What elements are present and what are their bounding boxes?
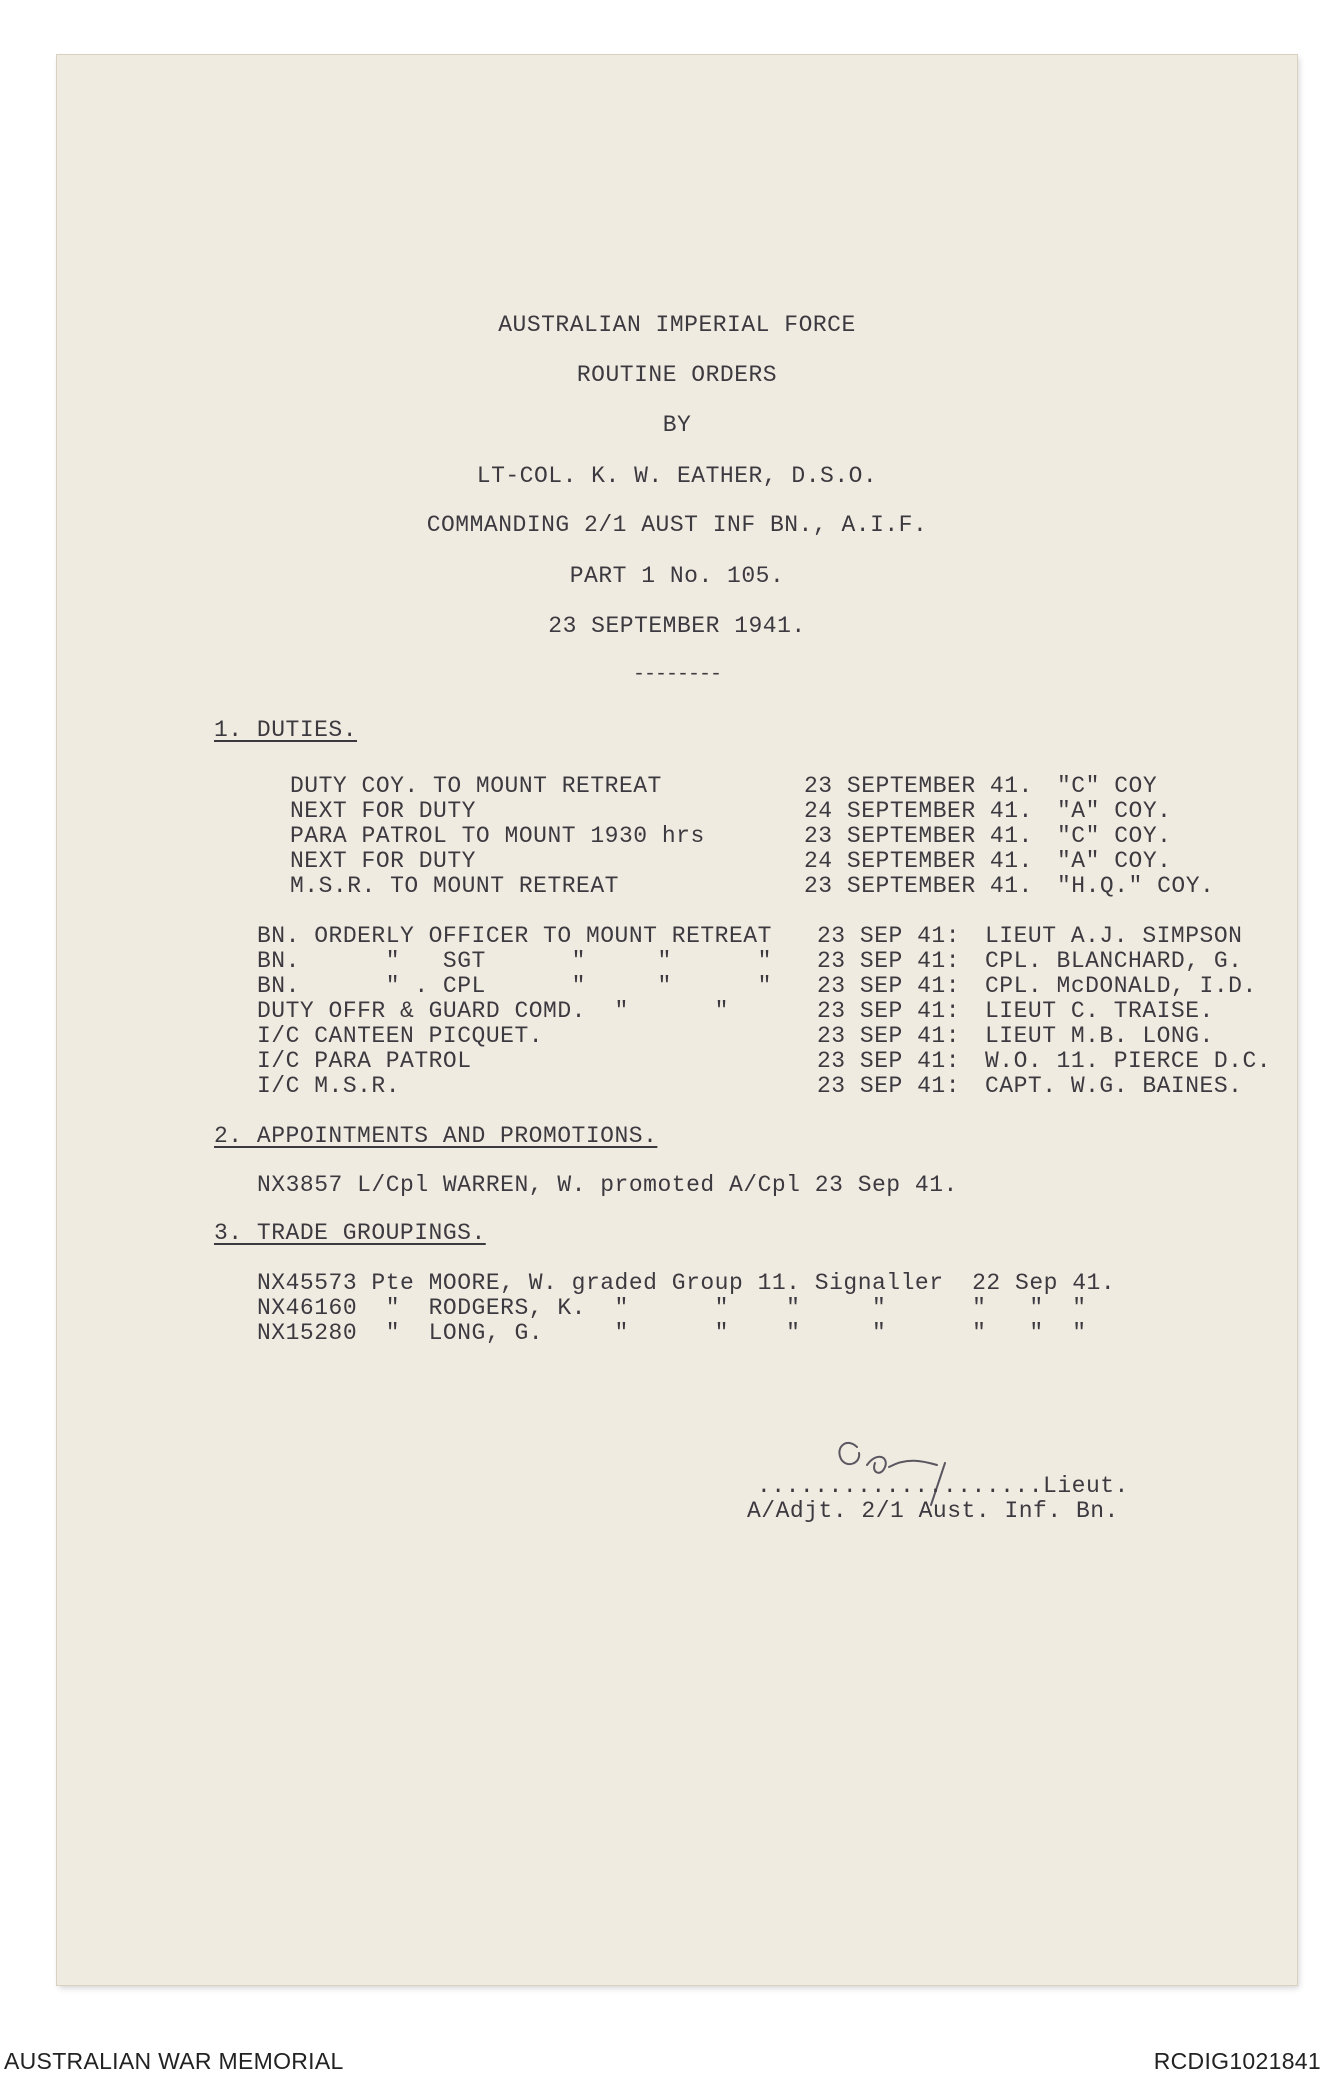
duty-row-1-unit: "C" COY (1057, 773, 1158, 799)
footer-record-id: RCDIG1021841 (1153, 2048, 1321, 2074)
duty-row-5-unit: "H.Q." COY. (1057, 873, 1215, 899)
officer-row-3-date: 23 SEP 41: (817, 973, 961, 999)
duty-row-3-unit: "C" COY. (1057, 823, 1172, 849)
officer-row-6-person: W.O. 11. PIERCE D.C. (985, 1048, 1272, 1074)
section-heading-appointments: 2. APPOINTMENTS AND PROMOTIONS. (214, 1123, 658, 1149)
officer-row-5-person: LIEUT M.B. LONG. (985, 1023, 1214, 1049)
officer-row-3-duty: BN. " . CPL " " " (257, 973, 772, 999)
duty-row-3-duty: PARA PATROL TO MOUNT 1930 hrs (290, 823, 705, 849)
duty-row-4-unit: "A" COY. (1057, 848, 1172, 874)
section-heading-trade-groupings: 3. TRADE GROUPINGS. (214, 1220, 486, 1246)
officer-row-1-date: 23 SEP 41: (817, 923, 961, 949)
document-page (57, 55, 1297, 1985)
officer-row-7-duty: I/C M.S.R. (257, 1073, 401, 1099)
appointment-line: NX3857 L/Cpl WARREN, W. promoted A/Cpl 23 Sep 41. (257, 1172, 958, 1198)
officer-row-2-date: 23 SEP 41: (817, 948, 961, 974)
officer-row-1-person: LIEUT A.J. SIMPSON (985, 923, 1243, 949)
signature-title: A/Adjt. 2/1 Aust. Inf. Bn. (747, 1498, 1119, 1524)
officer-row-5-duty: I/C CANTEEN PICQUET. (257, 1023, 544, 1049)
duty-row-5-duty: M.S.R. TO MOUNT RETREAT (290, 873, 619, 899)
header-line-4: LT-COL. K. W. EATHER, D.S.O. (476, 463, 878, 489)
header-line-6: PART 1 No. 105. (569, 563, 785, 589)
footer-archive-name: AUSTRALIAN WAR MEMORIAL (4, 2048, 344, 2074)
header-line-5: COMMANDING 2/1 AUST INF BN., A.I.F. (426, 512, 928, 538)
officer-row-6-duty: I/C PARA PATROL (257, 1048, 472, 1074)
officer-row-1-duty: BN. ORDERLY OFFICER TO MOUNT RETREAT (257, 923, 772, 949)
officer-row-2-duty: BN. " SGT " " " (257, 948, 772, 974)
duty-row-4-date: 24 SEPTEMBER 41. (804, 848, 1033, 874)
duty-row-5-date: 23 SEPTEMBER 41. (804, 873, 1033, 899)
trade-row-1: NX45573 Pte MOORE, W. graded Group 11. Signaller 22 Sep 41. (257, 1270, 1116, 1296)
section-heading-duties: 1. DUTIES. (214, 717, 358, 743)
duty-row-2-duty: NEXT FOR DUTY (290, 798, 476, 824)
header-line-3: BY (662, 412, 692, 438)
officer-row-4-duty: DUTY OFFR & GUARD COMD. " " (257, 998, 729, 1024)
officer-row-3-person: CPL. McDONALD, I.D. (985, 973, 1257, 999)
trade-row-3: NX15280 " LONG, G. " " " " " " " (257, 1320, 1087, 1346)
header-line-1: AUSTRALIAN IMPERIAL FORCE (498, 312, 856, 338)
header-divider: -------- (632, 663, 721, 686)
officer-row-6-date: 23 SEP 41: (817, 1048, 961, 1074)
officer-row-7-date: 23 SEP 41: (817, 1073, 961, 1099)
officer-row-2-person: CPL. BLANCHARD, G. (985, 948, 1243, 974)
duty-row-4-duty: NEXT FOR DUTY (290, 848, 476, 874)
officer-row-4-person: LIEUT C. TRAISE. (985, 998, 1214, 1024)
duty-row-2-unit: "A" COY. (1057, 798, 1172, 824)
duty-row-3-date: 23 SEPTEMBER 41. (804, 823, 1033, 849)
officer-row-5-date: 23 SEP 41: (817, 1023, 961, 1049)
signature-line: ....................Lieut. (757, 1473, 1129, 1499)
trade-row-2: NX46160 " RODGERS, K. " " " " " " " (257, 1295, 1087, 1321)
officer-row-7-person: CAPT. W.G. BAINES. (985, 1073, 1243, 1099)
officer-row-4-date: 23 SEP 41: (817, 998, 961, 1024)
duty-row-2-date: 24 SEPTEMBER 41. (804, 798, 1033, 824)
duty-row-1-duty: DUTY COY. TO MOUNT RETREAT (290, 773, 662, 799)
header-line-2: ROUTINE ORDERS (576, 362, 778, 388)
header-line-7: 23 SEPTEMBER 1941. (548, 613, 806, 639)
duty-row-1-date: 23 SEPTEMBER 41. (804, 773, 1033, 799)
